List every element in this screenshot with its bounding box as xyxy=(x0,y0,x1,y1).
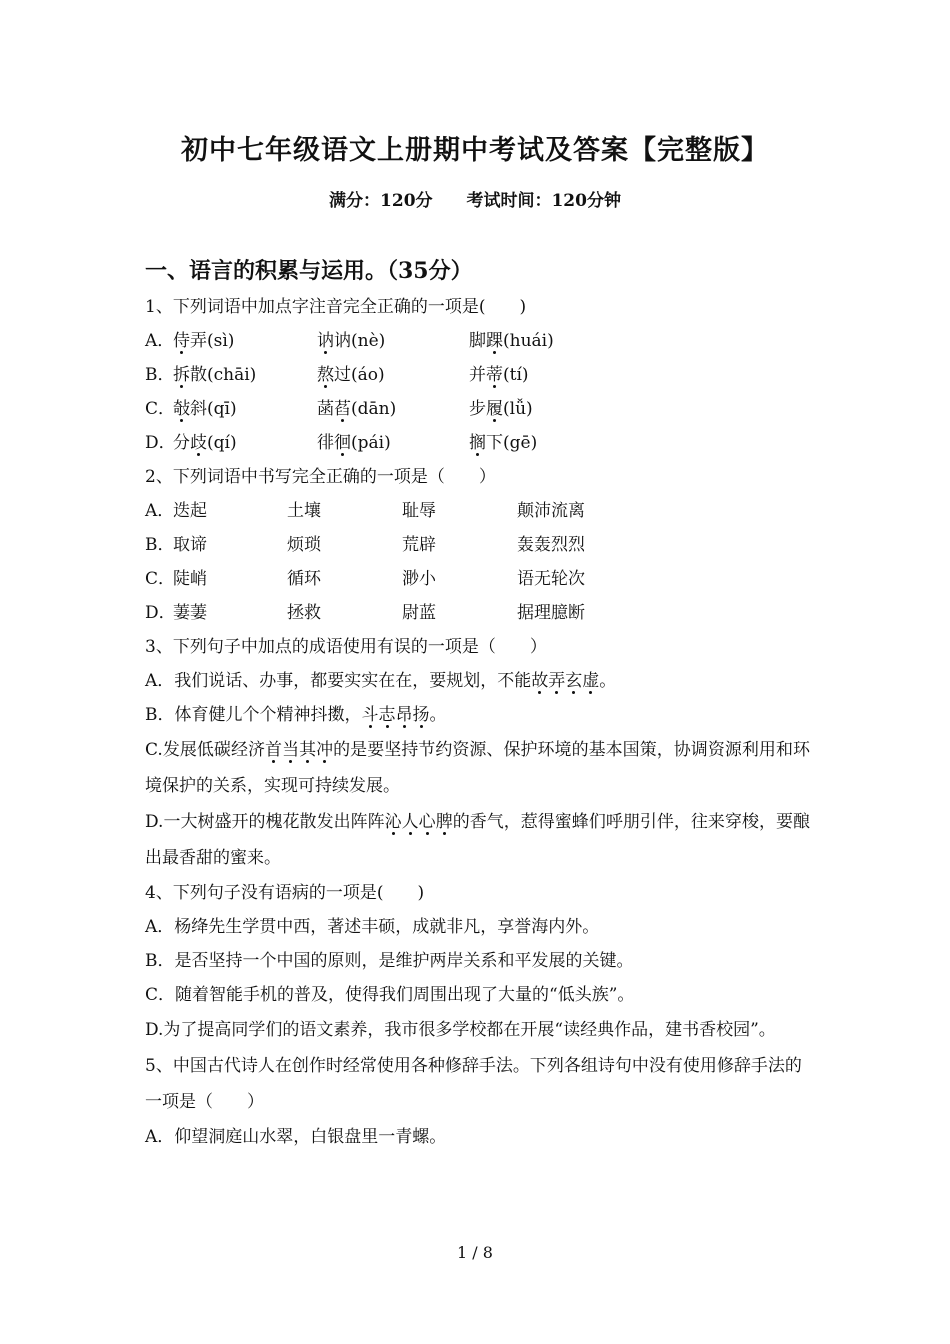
dotted-char: 敧 xyxy=(173,399,190,419)
word-with-pinyin: 敧斜(qī) xyxy=(173,399,237,419)
question-3-option-d: D.一大树盛开的槐花散发出阵阵沁人心脾的香气，惹得蜜蜂们呼朋引伴，往来穿梭，要酿出最香甜的蜜来。 xyxy=(145,812,810,868)
question-2-option xyxy=(145,494,810,528)
dotted-idiom xyxy=(362,705,430,725)
word-with-pinyin: 并蒂(tí) xyxy=(469,365,529,385)
dotted-char: 沁 xyxy=(384,812,402,832)
dotted-char: 其 xyxy=(299,740,317,760)
dotted-char: 斗 xyxy=(361,705,379,725)
dotted-char: 首 xyxy=(265,740,283,760)
dotted-char: 心 xyxy=(418,812,436,832)
dotted-char: 蒂 xyxy=(486,365,503,385)
option-word: 拯救 xyxy=(287,603,321,623)
dotted-char: 故 xyxy=(531,671,549,691)
questions xyxy=(145,290,810,1154)
dotted-char: 虚 xyxy=(582,671,600,691)
option-word: 循环 xyxy=(287,569,321,589)
dotted-char: 人 xyxy=(401,812,419,832)
option-word: 萋萋 xyxy=(173,603,207,623)
word-with-pinyin: 分歧(qí) xyxy=(173,433,237,453)
question-1-stem: 1、下列词语中加点字注音完全正确的一项是( ) xyxy=(145,297,527,317)
dotted-char: 履 xyxy=(486,399,503,419)
option-word: 渺小 xyxy=(402,569,436,589)
word-with-pinyin: 熬过(áo) xyxy=(317,365,385,385)
option-word: 据理臆断 xyxy=(517,603,585,623)
question-1-options xyxy=(145,324,810,460)
word-with-pinyin: 侍弄(sì) xyxy=(173,331,235,351)
dotted-char: 拆 xyxy=(173,365,190,385)
dotted-char: 踝 xyxy=(486,331,503,351)
dotted-char: 志 xyxy=(378,705,396,725)
word-with-pinyin: 脚踝(huái) xyxy=(469,331,554,351)
dotted-idiom xyxy=(531,671,599,691)
dotted-char: 冲 xyxy=(316,740,334,760)
dotted-char: 弄 xyxy=(548,671,566,691)
question-4-option-a: A．杨绛先生学贯中西，著述丰硕，成就非凡，享誉海内外。 xyxy=(145,917,600,937)
option-label: B． xyxy=(145,535,175,555)
exam-time: 考试时间：120分钟 xyxy=(466,191,621,211)
option-word: 尉蓝 xyxy=(402,603,436,623)
option-word: 烦琐 xyxy=(287,535,321,555)
question-4-option-b: B．是否坚持一个中国的原则，是维护两岸关系和平发展的关键。 xyxy=(145,951,634,971)
question-4-option-d: D.为了提高同学们的语文素养，我市很多学校都在开展“读经典作品，建书香校园”。 xyxy=(145,1020,776,1040)
question-1-option xyxy=(145,358,810,392)
dotted-char: 讷 xyxy=(317,331,334,351)
question-3-stem: 3、下列句子中加点的成语使用有误的一项是（ ） xyxy=(145,637,547,657)
option-word: 取谛 xyxy=(173,535,207,555)
word-with-pinyin: 讷讷(nè) xyxy=(317,331,386,351)
dotted-char: 歧 xyxy=(190,433,207,453)
dotted-char: 熬 xyxy=(317,365,334,385)
question-2-option xyxy=(145,528,810,562)
document-title: 初中七年级语文上册期中考试及答案【完整版】 xyxy=(181,135,769,166)
dotted-char: 扬 xyxy=(412,705,430,725)
option-word: 土壤 xyxy=(287,501,321,521)
question-2-stem: 2、下列词语中书写完全正确的一项是（ ） xyxy=(145,467,496,487)
option-label: A． xyxy=(145,501,175,521)
question-5-option-a: A．仰望洞庭山水翠，白银盘里一青螺。 xyxy=(145,1127,447,1147)
question-4-stem: 4、下列句子没有语病的一项是( ) xyxy=(145,883,425,903)
question-1-option xyxy=(145,324,810,358)
dotted-char: 侍 xyxy=(173,331,190,351)
full-score: 满分：120分 xyxy=(329,191,433,211)
option-label: D． xyxy=(145,603,176,623)
option-label: B． xyxy=(145,365,175,385)
section-heading: 一、语言的积累与运用。（35分） xyxy=(145,258,473,284)
exam-info xyxy=(0,186,950,211)
dotted-idiom xyxy=(265,740,333,760)
question-1-option xyxy=(145,392,810,426)
question-3-option-a: A．我们说话、办事，都要实实在在，要规划，不能故弄玄虚。 xyxy=(145,671,617,691)
word-with-pinyin: 步履(lǚ) xyxy=(469,399,533,419)
option-word: 颠沛流离 xyxy=(517,501,585,521)
dotted-idiom xyxy=(385,812,453,832)
question-1-option xyxy=(145,426,810,460)
option-label: C． xyxy=(145,569,176,589)
option-label: D． xyxy=(145,433,176,453)
dotted-char: 脾 xyxy=(435,812,453,832)
word-with-pinyin: 徘徊(pái) xyxy=(317,433,391,453)
option-word: 轰轰烈烈 xyxy=(517,535,585,555)
page-number: 1 / 8 xyxy=(457,1243,493,1262)
option-label: C． xyxy=(145,399,176,419)
dotted-char: 当 xyxy=(282,740,300,760)
option-word: 耻辱 xyxy=(402,501,436,521)
question-4-option-c: C．随着智能手机的普及，使得我们周围出现了大量的“低头族”。 xyxy=(145,985,635,1005)
question-2-options xyxy=(145,494,810,630)
dotted-char: 玄 xyxy=(565,671,583,691)
option-word: 陡峭 xyxy=(173,569,207,589)
word-with-pinyin: 菡萏(dān) xyxy=(317,399,397,419)
dotted-char: 萏 xyxy=(334,399,351,419)
question-3-option-c: C.发展低碳经济首当其冲的是要坚持节约资源、保护环境的基本国策，协调资源利用和环境保护的关系，实现可持续发展。 xyxy=(145,740,810,796)
dotted-char: 搁 xyxy=(469,433,486,453)
dotted-char: 昂 xyxy=(395,705,413,725)
question-2-option xyxy=(145,596,810,630)
question-5-stem: 5、中国古代诗人在创作时经常使用各种修辞手法。下列各组诗句中没有使用修辞手法的一项是（ ） xyxy=(145,1056,802,1112)
option-word: 语无轮次 xyxy=(517,569,585,589)
option-word: 迭起 xyxy=(173,501,207,521)
dotted-char: 徊 xyxy=(334,433,351,453)
question-3-option-b: B．体育健儿个个精神抖擞，斗志昂扬。 xyxy=(145,705,447,725)
option-word: 荒辟 xyxy=(402,535,436,555)
option-label: A． xyxy=(145,331,175,351)
question-2-option xyxy=(145,562,810,596)
word-with-pinyin: 拆散(chāi) xyxy=(173,365,257,385)
word-with-pinyin: 搁下(gē) xyxy=(469,433,538,453)
